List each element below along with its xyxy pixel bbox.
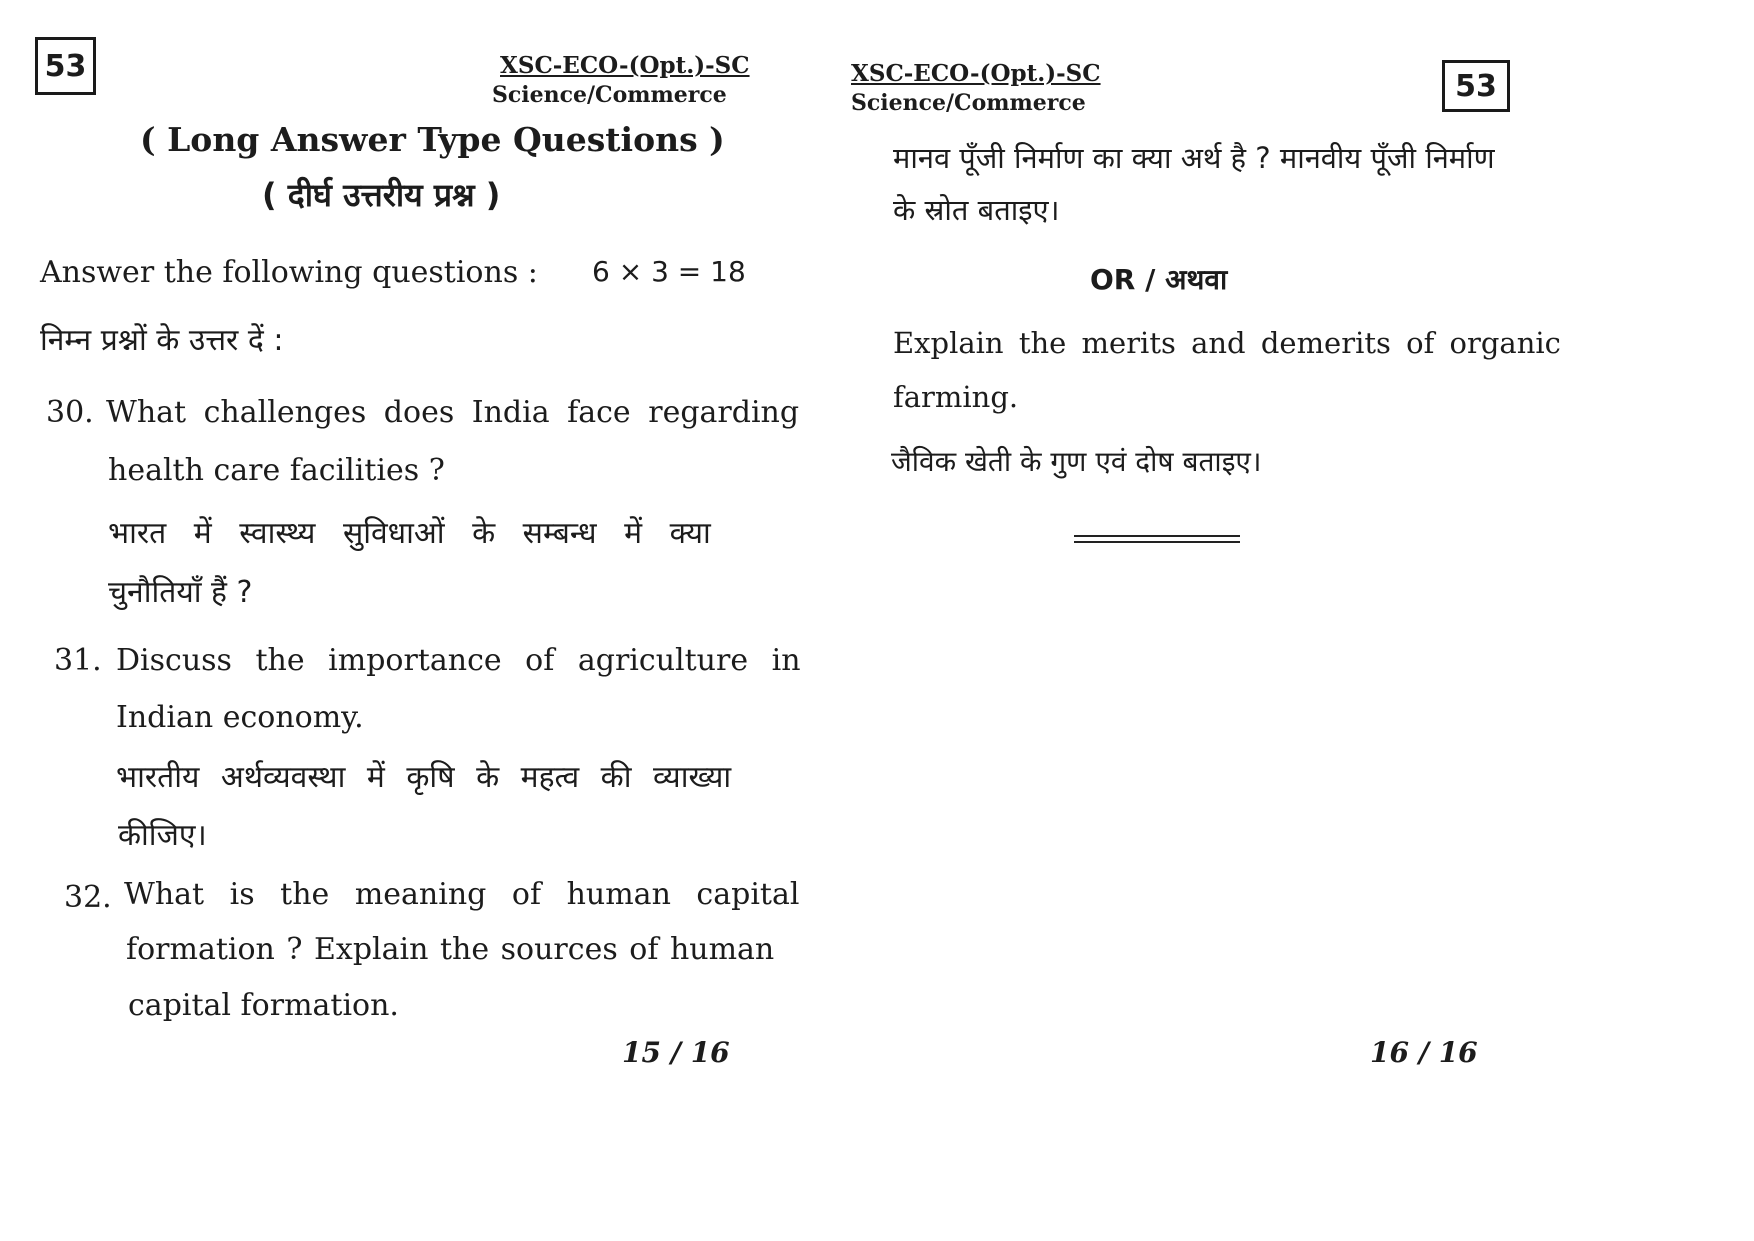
- question-text: What challenges does India face regarding: [106, 395, 800, 430]
- alternative-question-hindi: जैविक खेती के गुण एवं दोष बताइए।: [891, 445, 1262, 478]
- instruction: Answer the following questions :: [40, 255, 538, 290]
- question-text-line: formation ? Explain the sources of human: [126, 932, 775, 967]
- question-text-hindi: भारतीय अर्थव्यवस्था में कृषि के महत्व की व्याख्या: [116, 760, 732, 795]
- end-rule: [1074, 535, 1240, 537]
- question-32-text-hindi: मानव पूँजी निर्माण का क्या अर्थ है ? मानवीय पूँजी निर्माण: [893, 141, 1495, 175]
- alternative-question-line: farming.: [893, 380, 1019, 414]
- page-number: 15 / 16: [622, 1036, 730, 1069]
- section-title-hindi: ( दीर्घ उत्तरीय प्रश्न ): [262, 176, 501, 214]
- end-rule: [1074, 541, 1240, 543]
- booklet-number-box: [1442, 60, 1510, 112]
- booklet-number: 53: [1455, 68, 1497, 104]
- stream-label: Science/Commerce: [492, 82, 727, 108]
- marks: 6 × 3 = 18: [592, 255, 746, 288]
- alternative-question-line: Explain the merits and demerits of organic: [893, 326, 1561, 360]
- question-text-line: Indian economy.: [116, 700, 364, 735]
- paper-code: XSC-ECO-(Opt.)-SC: [500, 52, 750, 79]
- paper-code: XSC-ECO-(Opt.)-SC: [851, 60, 1101, 87]
- stream-label: Science/Commerce: [851, 90, 1086, 116]
- section-title: ( Long Answer Type Questions ): [140, 120, 725, 159]
- booklet-number: 53: [44, 48, 87, 84]
- question-text-line: capital formation.: [128, 988, 399, 1023]
- question-text-line: What is the meaning of human capital: [124, 877, 800, 912]
- question-text-hindi: कीजिए।: [118, 818, 207, 853]
- question-text-hindi: भारत में स्वास्थ्य सुविधाओं के सम्बन्ध में क्या: [108, 516, 711, 551]
- page-number: 16 / 16: [1370, 1036, 1478, 1069]
- booklet-number-box: [35, 37, 96, 95]
- question-text-hindi: चुनौतियाँ हैं ?: [108, 575, 253, 610]
- right-page: [851, 0, 1754, 1241]
- question-number: 30.: [46, 395, 94, 430]
- instruction-hindi: निम्न प्रश्नों के उत्तर दें :: [40, 323, 284, 358]
- question-number: 31.: [54, 643, 102, 678]
- question-text-line: Discuss the importance of agriculture in: [116, 643, 801, 678]
- or-label: OR / अथवा: [1090, 263, 1228, 296]
- question-32-text-hindi: के स्रोत बताइए।: [893, 193, 1060, 227]
- question-number: 32.: [64, 880, 112, 915]
- question-text-line: health care facilities ?: [108, 453, 445, 488]
- question-text-line: [106, 395, 800, 430]
